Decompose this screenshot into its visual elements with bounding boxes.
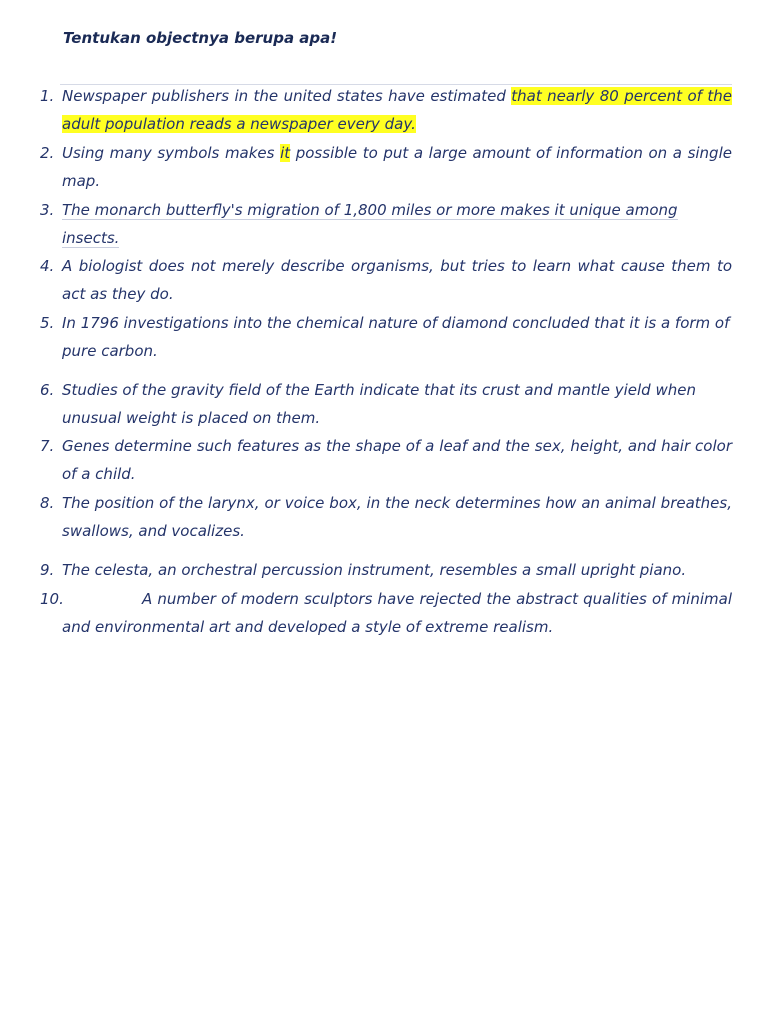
item-number: 2.	[40, 144, 55, 162]
item-number: 9.	[40, 561, 55, 579]
list-item	[40, 585, 732, 641]
item-text: The position of the larynx, or voice box, in the neck determines how an animal breathes, swallows, and vocalizes.	[62, 494, 732, 540]
item-text-part: Using many symbols makes	[62, 144, 281, 162]
page-title: Tentukan objectnya berupa apa!	[63, 29, 338, 47]
highlighted-object: that nearly 80 percent of the adult population reads a newspaper every day.	[62, 87, 732, 133]
item-text	[62, 82, 732, 138]
item-text-part: The monarch butterfly's migration of 1,800 miles or more makes it unique among insects.	[62, 201, 678, 247]
item-text: Studies of the gravity field of the Earth indicate that its crust and mantle yield when unusual weight is placed on them.	[62, 381, 696, 427]
list-item	[40, 432, 732, 488]
list-item	[40, 556, 732, 584]
list-item	[40, 309, 732, 365]
item-text: In 1796 investigations into the chemical nature of diamond concluded that it is a form of pure carbon.	[62, 314, 730, 360]
item-text	[62, 585, 732, 641]
item-number: 1.	[40, 87, 55, 105]
item-number: 4.	[40, 257, 55, 275]
item-text: Genes determine such features as the shape of a leaf and the sex, height, and hair color of a child.	[62, 437, 732, 483]
item-number: 10.	[40, 590, 64, 608]
item-number: 7.	[40, 437, 55, 455]
item-text-part: Newspaper publishers in the united states have estimated	[62, 87, 512, 105]
item-text-part: A number of modern sculptors have rejected the abstract qualities of minimal and environmental art and developed a style of extreme realism.	[62, 590, 732, 636]
item-text-part: possible to put a large amount of information on a single map.	[62, 144, 732, 190]
list-item	[40, 82, 732, 138]
highlighted-object: it	[280, 144, 291, 162]
list-item	[40, 196, 732, 252]
item-text	[62, 196, 732, 252]
item-text: A biologist does not merely describe organisms, but tries to learn what cause them to act as they do.	[62, 257, 732, 303]
item-text	[62, 139, 732, 195]
item-number: 3.	[40, 201, 55, 219]
item-text: The celesta, an orchestral percussion instrument, resembles a small upright piano.	[62, 561, 687, 579]
item-number: 6.	[40, 381, 55, 399]
list-item	[40, 139, 732, 195]
item-number: 5.	[40, 314, 55, 332]
list-item	[40, 376, 732, 432]
list-item	[40, 252, 732, 308]
item-number: 8.	[40, 494, 55, 512]
list-item	[40, 489, 732, 545]
